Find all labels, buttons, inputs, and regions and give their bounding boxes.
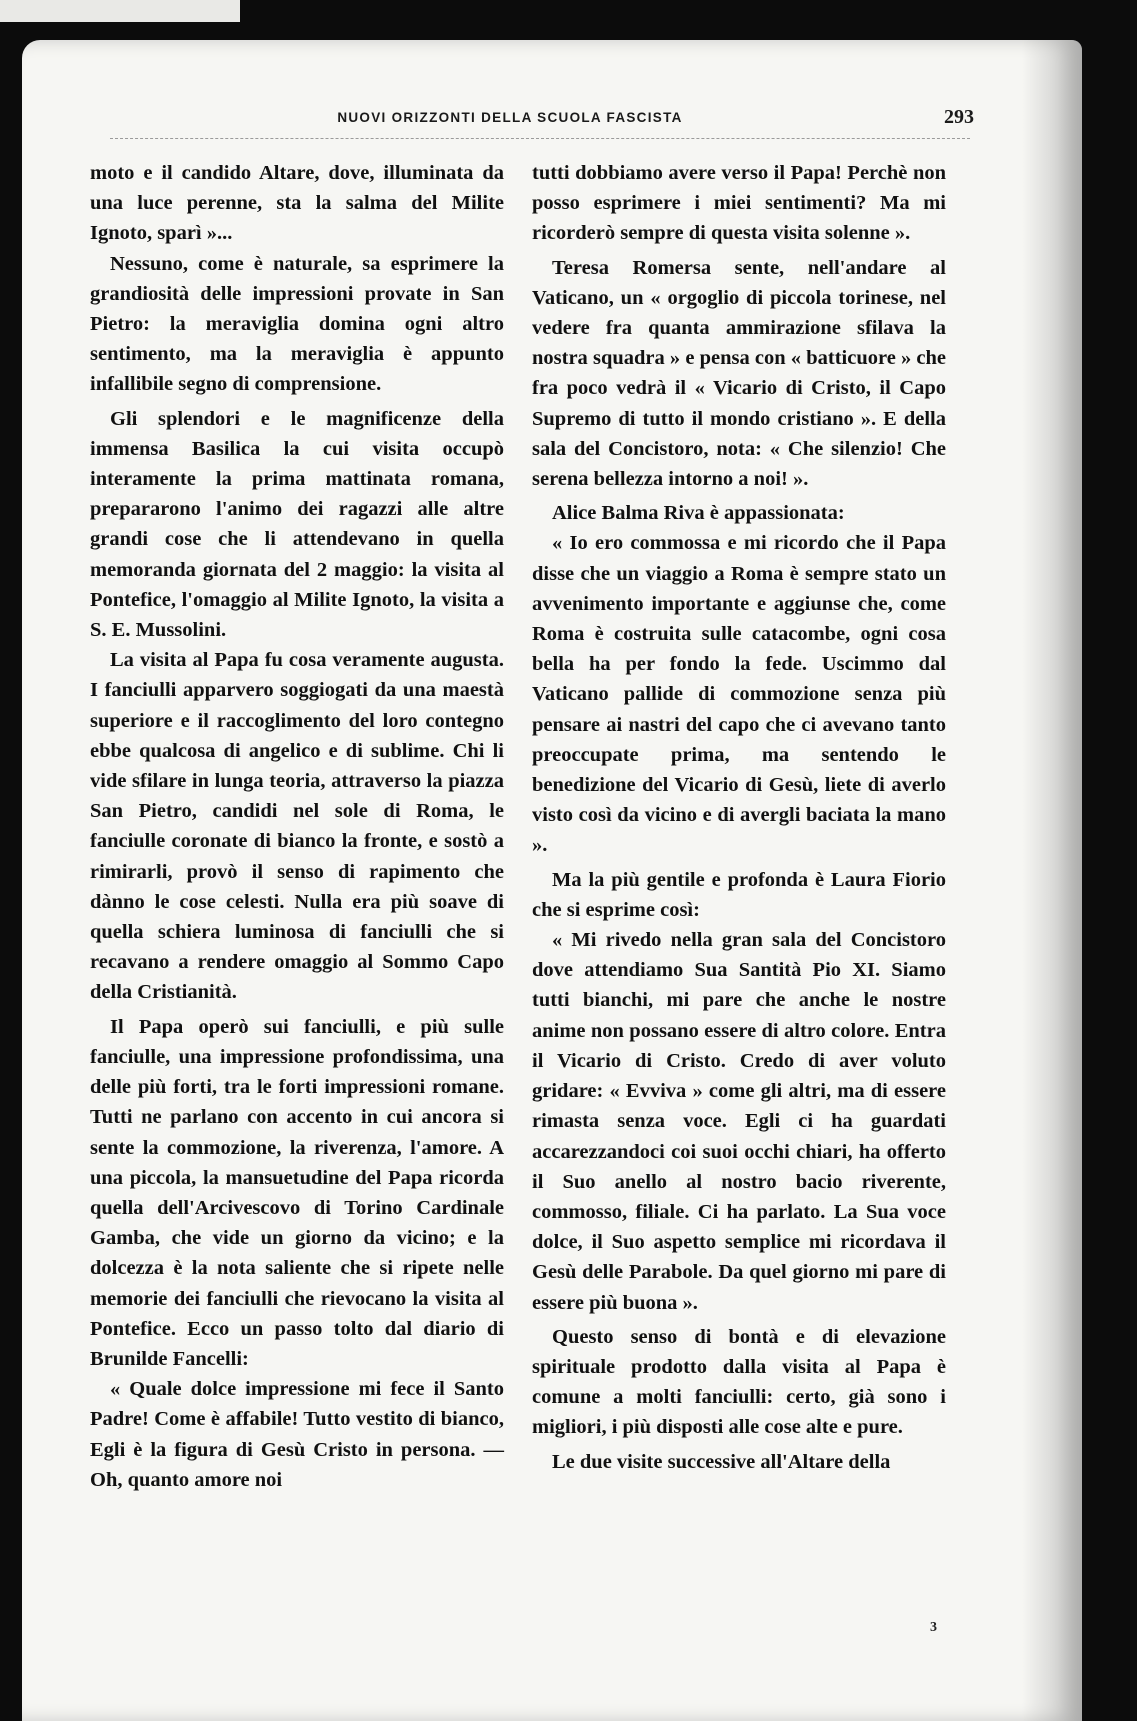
paragraph: moto e il candido Altare, dove, illuminata da una luce perenne, sta la salma del Milite Ignoto, sparì »... — [90, 162, 504, 245]
spine-shadow — [1022, 40, 1082, 1721]
page-number: 293 — [944, 106, 974, 128]
paragraph: La visita al Papa fu cosa veramente augusta. I fanciulli apparvero soggiogati da una maestà superiore e il raccoglimento del loro contegno ebbe qualcosa di angelico e di sublime. Chi li vide sfilare in lunga teoria, attraverso la piazza San Pietro, candidi nel sole di Roma, le fanciulle coronate di bianco la fronte, e sostò a rimirarli, provò il senso di rapimento che dànno le cose celesti. Nulla era più soave di quella schiera luminosa di fanciulli che si recavano a rendere omaggio al Sommo Capo della Cristianità. — [90, 649, 504, 1004]
paragraph: Ma la più gentile e profonda è Laura Fiorio che si esprime così: — [532, 868, 946, 921]
header-rule — [110, 138, 970, 139]
left-column — [90, 158, 504, 1495]
paragraph: Alice Balma Riva è appassionata: — [552, 502, 845, 525]
paragraph: Le due visite successive all'Altare della — [552, 1450, 891, 1473]
paragraph: Nessuno, come è naturale, sa esprimere la grandiosità delle impressioni provate in San Pietro: la meraviglia domina ogni altro sentimento, ma la meraviglia è appunto infallibile segno di comprensione. — [90, 252, 504, 396]
quote-paragraph: « Quale dolce impressione mi fece il Santo Padre! Come è affabile! Tutto vestito di bianco, Egli è la figura di Gesù Cristo in persona. — Oh, quanto amore noi — [90, 1378, 504, 1491]
paragraph: Il Papa operò sui fanciulli, e più sulle fanciulle, una impressione profondissima, una delle più forti, tra le forti impressioni romane. Tutti ne parlano con accento in cui ancora si sente la commozione, la riverenza, l'amore. A una piccola, la mansuetudine del Papa ricorda quella dell'Arcivescovo di Torino Cardinale Gamba, che vide un giorno da vicino; e la dolcezza è la nota saliente che si ripete nelle memorie dei fanciulli che rievocano la visita al Pontefice. Ecco un passo tolto dal diario di Brunilde Fancelli: — [90, 1015, 504, 1370]
paragraph: tutti dobbiamo avere verso il Papa! Perchè non posso esprimere i miei sentimenti? Ma mi ricorderò sempre di questa visita solenne ». — [532, 162, 946, 245]
paragraph: Teresa Romersa sente, nell'andare al Vaticano, un « orgoglio di piccola torinese, nel vedere fra quanta ammirazione sfilava la nostra squadra » e pensa con « batticuore » che fra poco vedrà il « Vicario di Cristo, il Capo Supremo di tutto il mondo cristiano ». E della sala del Concistoro, nota: « Che silenzio! Che serena bellezza intorno a noi! ». — [532, 256, 946, 491]
quote-paragraph: « Io ero commossa e mi ricordo che il Papa disse che un viaggio a Roma è sempre stato un avvenimento importante e aggiunse che, come Roma è costruita sulle catacombe, ogni cosa bella ha per fondo la fede. Uscimmo dal Vaticano pallide di commozione senza più pensare ai nastri del capo che ci avevano tanto preoccupate prima, ma sentendo le benedizione del Vicario di Gesù, liete di averlo visto così da vicino e di avergli baciata la mano ». — [532, 532, 946, 857]
quote-paragraph: « Mi rivedo nella gran sala del Concistoro dove attendiamo Sua Santità Pio XI. Siamo tutti bianchi, mi pare che anche le nostre anime non possano essere di altro colore. Entra il Vicario di Cristo. Credo di aver voluto gridare: « Evviva » come gli altri, ma di essere rimasta senza voce. Egli ci ha guardati accarezzandoci coi suoi occhi chiari, ha offerto il Suo anello al nostro bacio riverente, commosso, filiale. Ci ha parlato. La Sua voce dolce, il Suo aspetto semplice mi ricordava il Gesù delle Parabole. Da quel giorno mi pare di essere più buona ». — [532, 929, 946, 1314]
signature-mark: 3 — [930, 1620, 937, 1635]
running-title: NUOVI ORIZZONTI DELLA SCUOLA FASCISTA — [337, 110, 683, 125]
paragraph: Questo senso di bontà e di elevazione spirituale prodotto dalla visita al Papa è comune a molti fanciulli: certo, già sono i migliori, i più disposti alle cose alte e pure. — [532, 1325, 946, 1439]
book-page — [22, 40, 1082, 1721]
page-header — [110, 106, 974, 148]
right-column — [532, 158, 946, 1477]
paragraph: Gli splendori e le magnificenze della immensa Basilica la cui visita occupò interamente la prima mattinata romana, prepararono l'animo dei ragazzi alle altre grandi cose che li attendevano in quella memoranda giornata del 2 maggio: la visita al Pontefice, l'omaggio al Milite Ignoto, la visita a S. E. Mussolini. — [90, 407, 504, 642]
scan-border — [0, 0, 240, 22]
